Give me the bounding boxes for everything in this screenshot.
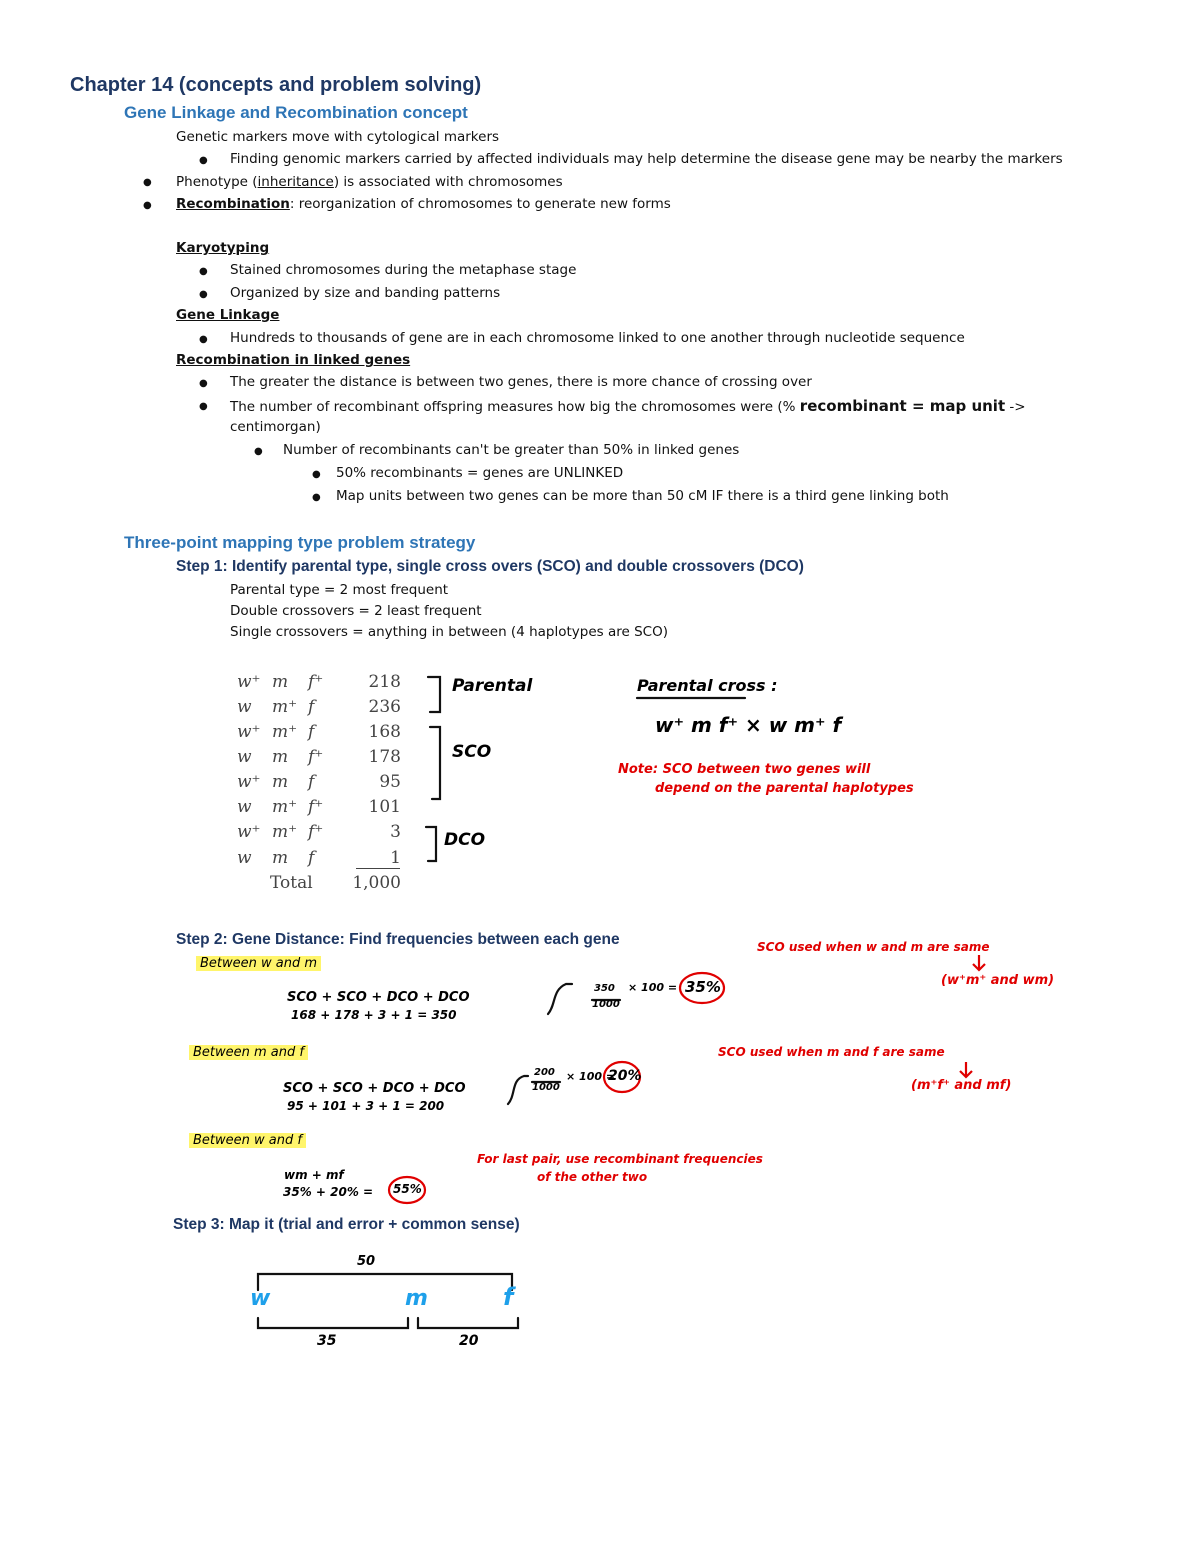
table-cell: 1 [390,848,401,868]
table-cell: f [308,722,315,742]
between-w-f-label [189,1133,306,1148]
sco-label: SCO [452,742,492,762]
wf-note2: of the other two [537,1170,648,1184]
mf-calc: × 100 = [566,1070,616,1083]
map-bracket-left [258,1318,408,1328]
parental-cross-label: Parental cross : [637,676,778,695]
table-cell: 236 [368,697,401,717]
table-cell: 178 [368,747,401,767]
dco-label: DCO [444,830,486,850]
bullet-icon: ● [199,378,208,389]
map-bracket-right [418,1318,518,1328]
table-cell: m⁺ [272,722,298,742]
dco-bracket [426,827,436,861]
table-cell: f [308,772,315,792]
highlighted-text: Between w and m [196,956,321,971]
subheading-recombination-linked: Recombination in linked genes [176,352,411,368]
page-title: Chapter 14 (concepts and problem solving) [70,74,482,96]
map-gene-w: w [250,1286,271,1311]
mf-note2: (m⁺f⁺ and mf) [911,1078,1012,1093]
table-cell: w [237,697,252,717]
text-line: Stained chromosomes during the metaphase stage [230,262,577,278]
curly-bracket [548,984,572,1014]
section-heading-three-point: Three-point mapping type problem strategy [124,533,476,552]
text-line: Map units between two genes can be more than 50 cM IF there is a third gene linking both [336,488,949,504]
wm-note1: SCO used when w and m are same [757,940,990,954]
map-gene-m: m [405,1286,428,1311]
bullet-icon: ● [143,200,152,211]
highlighted-text: Between m and f [189,1045,308,1060]
text-line: Parental type = 2 most frequent [230,582,449,598]
subheading-karyotyping: Karyotyping [176,240,270,256]
table-cell: 101 [368,797,401,817]
text-line: Hundreds to thousands of gene are in each chromosome linked to one another through nucleotide sequence [230,330,965,346]
parental-cross: w⁺ m f⁺ × w m⁺ f [655,713,842,737]
table-cell: f⁺ [308,797,324,817]
bullet-icon: ● [199,401,208,412]
mf-result: 20% [608,1068,642,1084]
text-span: recombinant = map unit [799,397,1006,415]
step1-heading: Step 1: Identify parental type, single cross overs (SCO) and double crossovers (DCO) [176,558,804,575]
wf-row1: wm + mf [284,1168,344,1182]
table-cell: m⁺ [272,697,298,717]
wm-result: 35% [685,978,721,996]
text-line: Finding genomic markers carried by affected individuals may help determine the disease gene may be nearby the markers [230,151,1063,167]
curly-bracket [508,1076,528,1104]
text-line: Organized by size and banding patterns [230,285,501,301]
mf-frac-den: 1000 [532,1082,560,1093]
table-cell: w [237,797,252,817]
table-cell: w⁺ [237,672,261,692]
text-line: Genetic markers move with cytological markers [176,129,500,145]
bullet-icon: ● [199,289,208,300]
text-span: Phenotype ( [176,174,258,190]
table-cell: f [308,697,315,717]
text-span: inheritance [257,174,334,190]
bullet-icon: ● [199,266,208,277]
map-distance-w-m: 35 [317,1333,337,1349]
note-line: depend on the parental haplotypes [655,781,914,796]
map-top-bracket [258,1274,512,1290]
mf-row2: 95 + 101 + 3 + 1 = 200 [287,1099,445,1113]
text-line: centimorgan) [230,419,321,435]
wm-calc: × 100 = [628,981,678,994]
bullet-icon: ● [312,492,321,503]
wf-row2: 35% + 20% = [283,1185,374,1199]
text-span: ) is associated with chromosomes [333,174,563,190]
table-cell: m [272,747,289,767]
map-top-distance: 50 [357,1254,376,1269]
total-value: 1,000 [352,873,401,893]
wm-frac-den: 1000 [592,999,620,1010]
table-cell: f [308,848,315,868]
wf-note1: For last pair, use recombinant frequencies [477,1152,763,1166]
subheading-gene-linkage: Gene Linkage [176,307,280,323]
table-cell: m [272,672,289,692]
table-cell: w⁺ [237,822,261,842]
table-cell: f⁺ [308,672,324,692]
sco-bracket [430,727,440,799]
parental-bracket [428,677,440,712]
note-line: Note: SCO between two genes will [618,762,871,777]
text-line: The greater the distance is between two genes, there is more chance of crossing over [230,374,812,390]
parental-label: Parental [452,676,533,696]
arrow-down-icon [960,1062,972,1077]
text-line: 50% recombinants = genes are UNLINKED [336,465,624,481]
text-line: Double crossovers = 2 least frequent [230,603,482,619]
step3-heading: Step 3: Map it (trial and error + common sense) [173,1216,520,1233]
map-distance-m-f: 20 [459,1333,479,1349]
bullet-icon: ● [199,155,208,166]
table-cell: m [272,848,289,868]
total-label: Total [270,873,313,893]
table-cell: 3 [390,822,401,842]
between-m-f-label [189,1045,308,1060]
step2-heading: Step 2: Gene Distance: Find frequencies between each gene [176,931,620,948]
bullet-icon: ● [254,446,263,457]
text-span: -> [1005,399,1026,415]
bullet-icon: ● [199,334,208,345]
table-cell: f⁺ [308,822,324,842]
text-line: Single crossovers = anything in between (4 haplotypes are SCO) [230,624,668,640]
table-cell: m⁺ [272,797,298,817]
wm-frac-num: 350 [594,983,615,994]
wm-row2: 168 + 178 + 3 + 1 = 350 [291,1008,457,1022]
wm-note2: (w⁺m⁺ and wm) [941,973,1055,988]
mf-frac-num: 200 [534,1067,555,1078]
text-span: : reorganization of chromosomes to generate new forms [289,196,671,212]
table-cell: w⁺ [237,722,261,742]
map-gene-f: f [503,1283,514,1311]
between-w-m-label [196,956,321,971]
table-cell: 95 [379,772,401,792]
table-cell: w⁺ [237,772,261,792]
mf-row1: SCO + SCO + DCO + DCO [283,1081,466,1096]
text-span: Recombination [176,196,290,212]
table-cell: w [237,848,252,868]
table-cell: f⁺ [308,747,324,767]
table-cell: 218 [368,672,401,692]
table-cell: m⁺ [272,822,298,842]
wm-row1: SCO + SCO + DCO + DCO [287,990,470,1005]
text-line: Number of recombinants can't be greater than 50% in linked genes [283,442,740,458]
highlighted-text: Between w and f [189,1133,306,1148]
table-cell: m [272,772,289,792]
wf-result: 55% [393,1182,422,1196]
text-span: The number of recombinant offspring measures how big the chromosomes were (% [230,399,800,415]
bullet-icon: ● [312,469,321,480]
section-heading-gene-linkage: Gene Linkage and Recombination concept [124,103,468,122]
table-cell: 168 [368,722,401,742]
arrow-down-icon [973,955,985,970]
bullet-icon: ● [143,177,152,188]
mf-note1: SCO used when m and f are same [718,1045,945,1059]
table-cell: w [237,747,252,767]
